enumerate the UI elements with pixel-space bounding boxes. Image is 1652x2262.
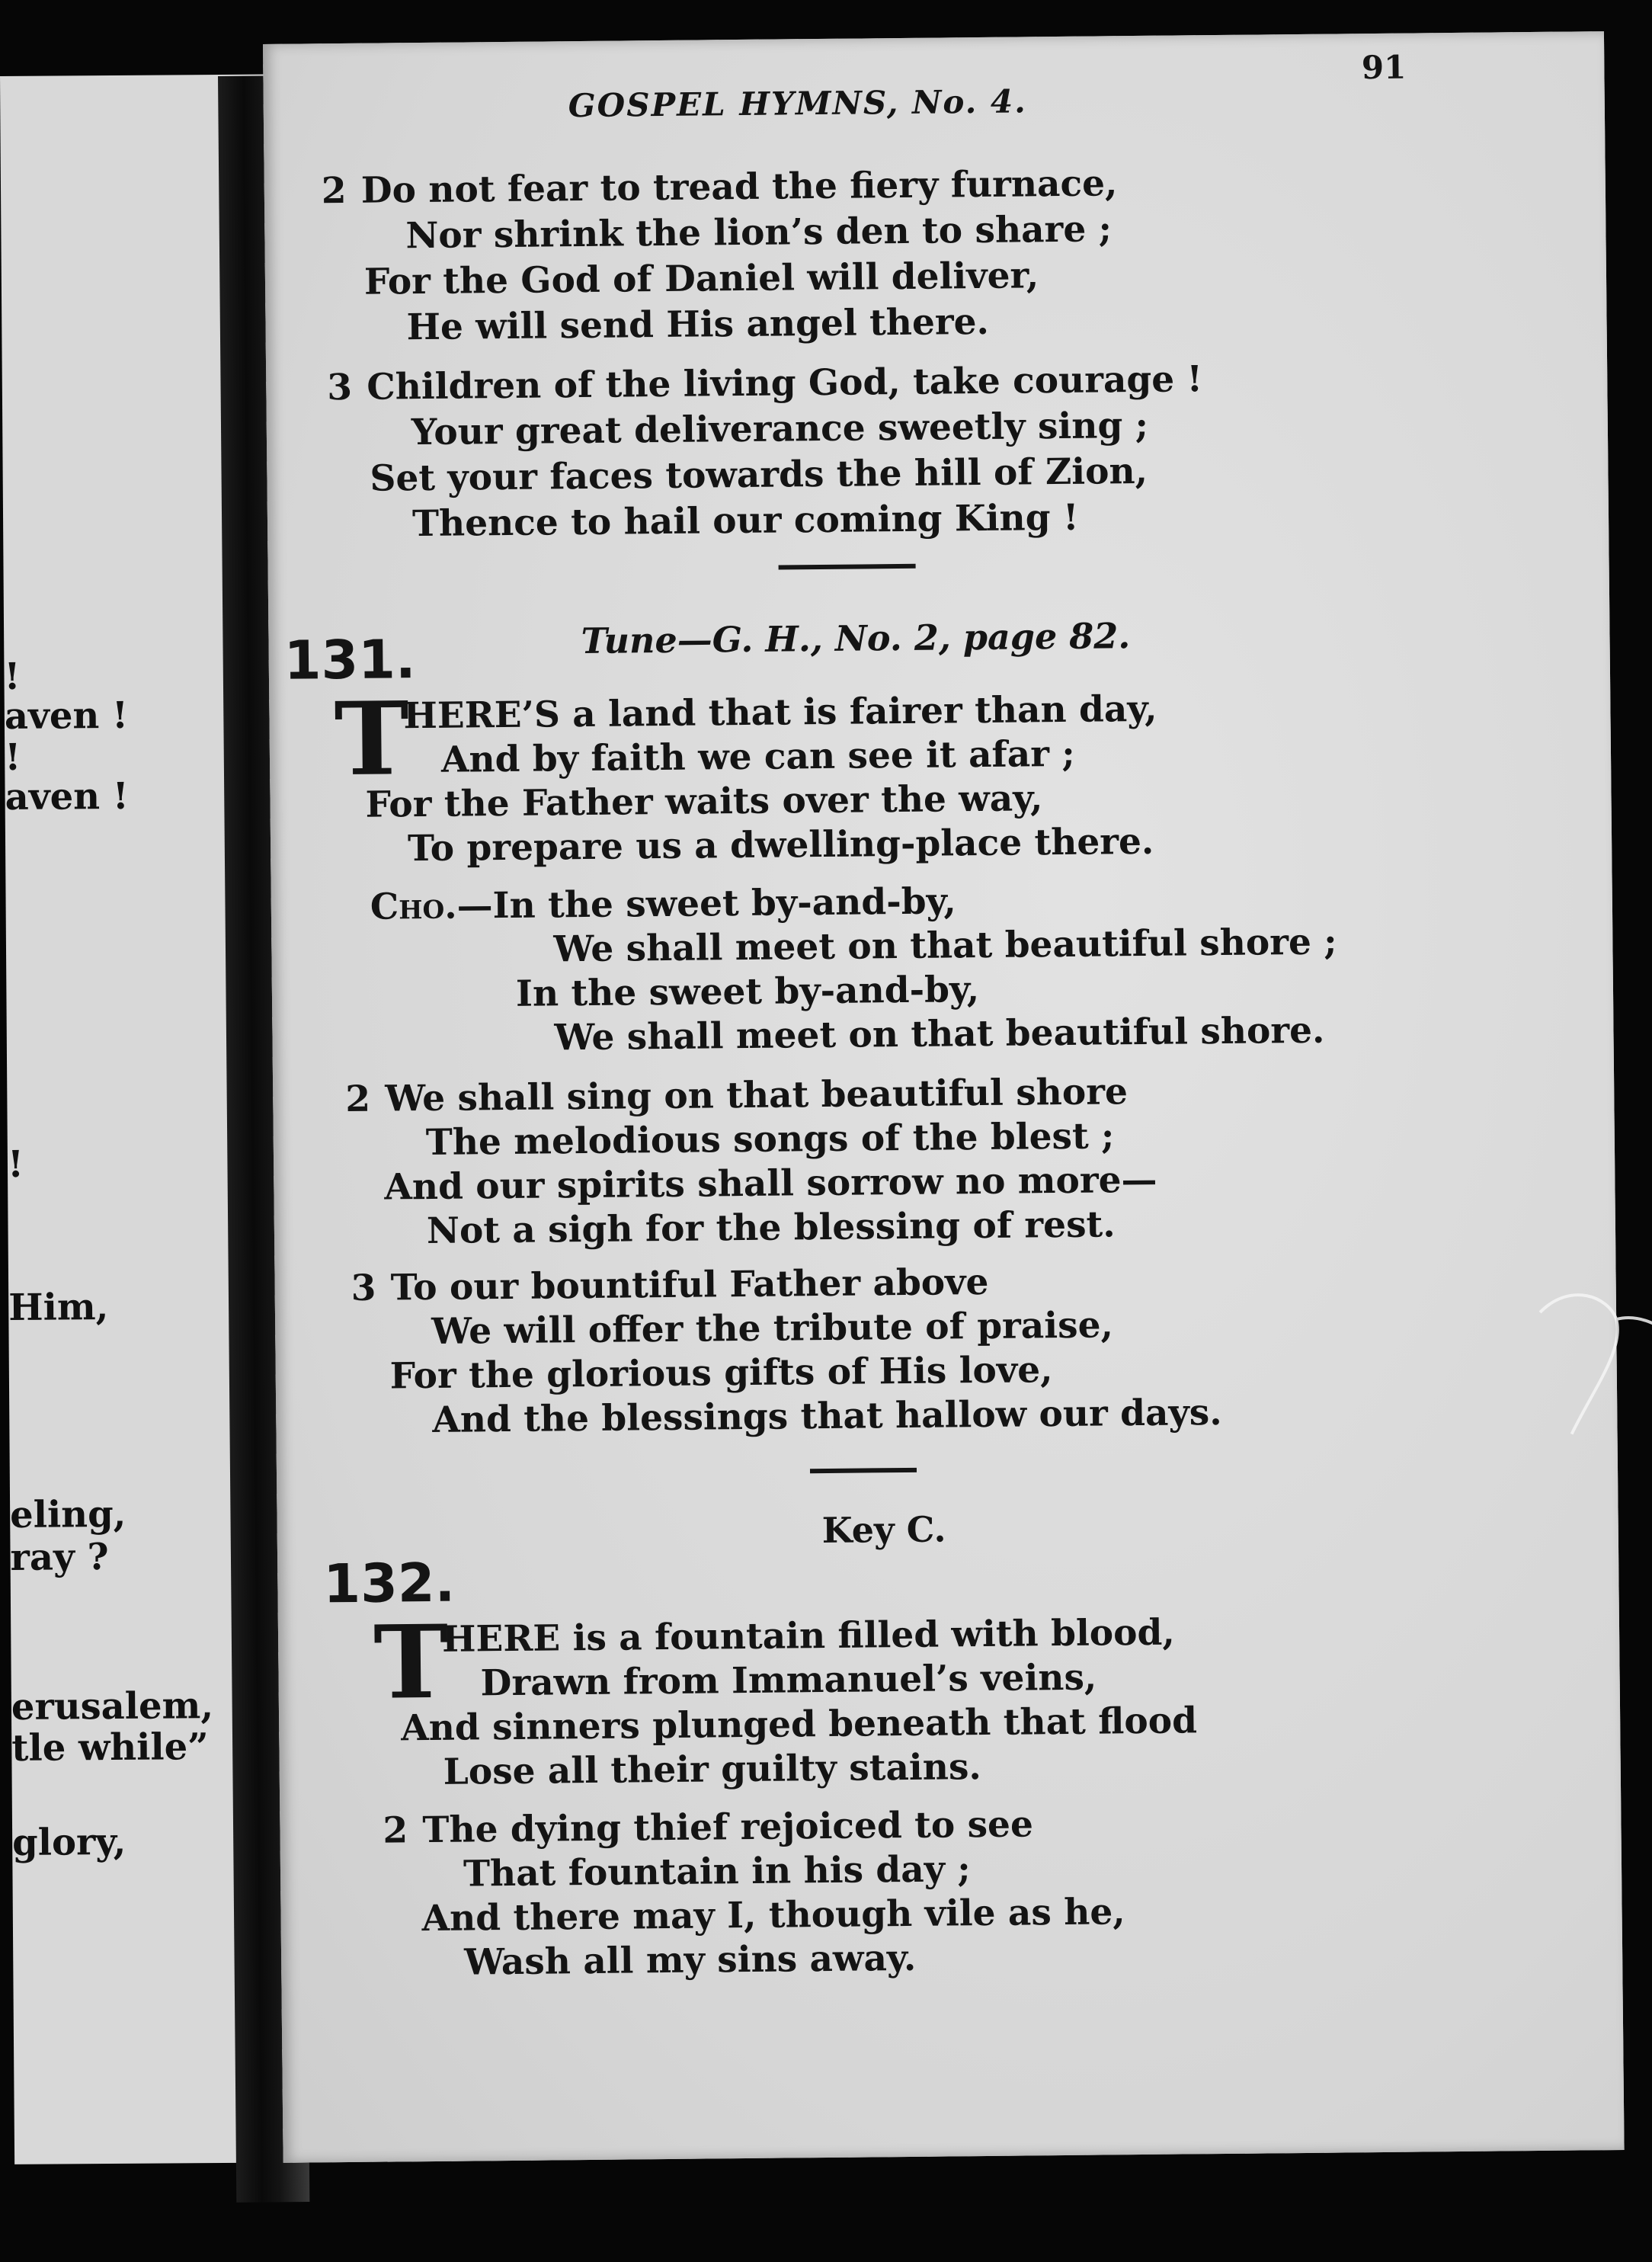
scratch-mark	[1524, 1265, 1652, 1465]
drop-cap: T	[334, 680, 410, 799]
chorus-line: Cho.—In the sweet by-and-by,	[370, 880, 956, 928]
verse-line: Your great deliverance sweetly sing ;	[411, 404, 1149, 454]
chorus-label: Cho.	[370, 885, 457, 928]
left-fragment: eling,	[9, 1492, 126, 1536]
verse-line: That fountain in his day ;	[463, 1848, 972, 1895]
drop-cap: T	[373, 1603, 450, 1722]
verse-line: And our spirits shall sorrow no more—	[384, 1158, 1157, 1209]
verse-line: 2 We shall sing on that beautiful shore	[345, 1071, 1129, 1121]
verse-line: And the blessings that hallow our days.	[432, 1392, 1222, 1441]
verse-line: Nor shrink the lion’s den to share ;	[405, 208, 1113, 258]
left-fragment: !	[4, 655, 21, 698]
verse-number: 2	[321, 169, 347, 213]
hymn-number: 131.	[283, 628, 416, 692]
verse-line: He will send His angel there.	[406, 300, 990, 349]
verse-number: 2	[383, 1809, 408, 1852]
verse-line: Lose all their guilty stains.	[443, 1746, 982, 1793]
verse-line: 3 To our bountiful Father above	[351, 1261, 989, 1309]
left-fragment: Him,	[8, 1286, 109, 1329]
verse-line: And by faith we can see it afar ;	[440, 732, 1075, 781]
verse-number: 3	[351, 1267, 376, 1309]
chorus-line: We shall meet on that beautiful shore ;	[553, 921, 1337, 971]
verse-line: HERE’S a land that is fairer than day,	[403, 687, 1157, 738]
tune-reference: Tune—G. H., No. 2, page 82.	[581, 615, 1131, 662]
left-fragment: ray ?	[10, 1536, 109, 1579]
verse-line: Set your faces towards the hill of Zion,	[370, 450, 1148, 500]
verse-line: HERE is a fountain filled with blood,	[441, 1611, 1175, 1661]
section-divider	[779, 564, 916, 570]
left-fragment: aven !	[5, 774, 130, 819]
page-content	[263, 31, 1625, 2163]
left-fragment: !	[7, 1142, 24, 1186]
left-fragment: aven !	[4, 694, 129, 738]
section-divider	[810, 1468, 917, 1473]
right-page	[263, 31, 1625, 2163]
left-fragment: erusalem,	[11, 1684, 214, 1729]
verse-line: Drawn from Immanuel’s veins,	[480, 1656, 1097, 1705]
verse-line: Wash all my sins away.	[463, 1937, 917, 1984]
verse-line: Thence to hail our coming King !	[411, 496, 1079, 546]
key-reference: Key C.	[821, 1508, 946, 1552]
verse-line: We will offer the tribute of praise,	[431, 1304, 1114, 1353]
verse-line: The melodious songs of the blest ;	[425, 1115, 1115, 1165]
verse-line: And sinners plunged beneath that flood	[400, 1700, 1198, 1750]
verse-line: For the glorious gifts of His love,	[389, 1349, 1053, 1398]
hymn-number: 132.	[323, 1551, 456, 1616]
verse-line: And there may I, though vile as he,	[421, 1891, 1125, 1940]
verse-line: Not a sigh for the blessing of rest.	[426, 1203, 1116, 1253]
verse-line: For the Father waits over the way,	[365, 777, 1043, 826]
chorus-line: In the sweet by-and-by,	[515, 969, 980, 1015]
verse-line: 2 Do not fear to tread the fiery furnace,	[321, 162, 1118, 213]
verse-line: 2 The dying thief rejoiced to see	[383, 1803, 1034, 1852]
running-head: GOSPEL HYMNS, No. 4.	[568, 82, 1027, 125]
page-number: 91	[1361, 48, 1407, 87]
verse-number: 3	[327, 366, 353, 409]
left-fragment: glory,	[11, 1820, 126, 1864]
left-fragment: tle while”	[11, 1725, 210, 1770]
verse-line: To prepare us a dwelling-place there.	[407, 820, 1154, 870]
verse-number: 2	[345, 1078, 371, 1121]
chorus-line: We shall meet on that beautiful shore.	[554, 1009, 1325, 1059]
verse-line: 3 Children of the living God, take courage !	[327, 358, 1203, 409]
left-fragment: !	[5, 735, 21, 779]
verse-line: For the God of Daniel will deliver,	[363, 255, 1039, 303]
